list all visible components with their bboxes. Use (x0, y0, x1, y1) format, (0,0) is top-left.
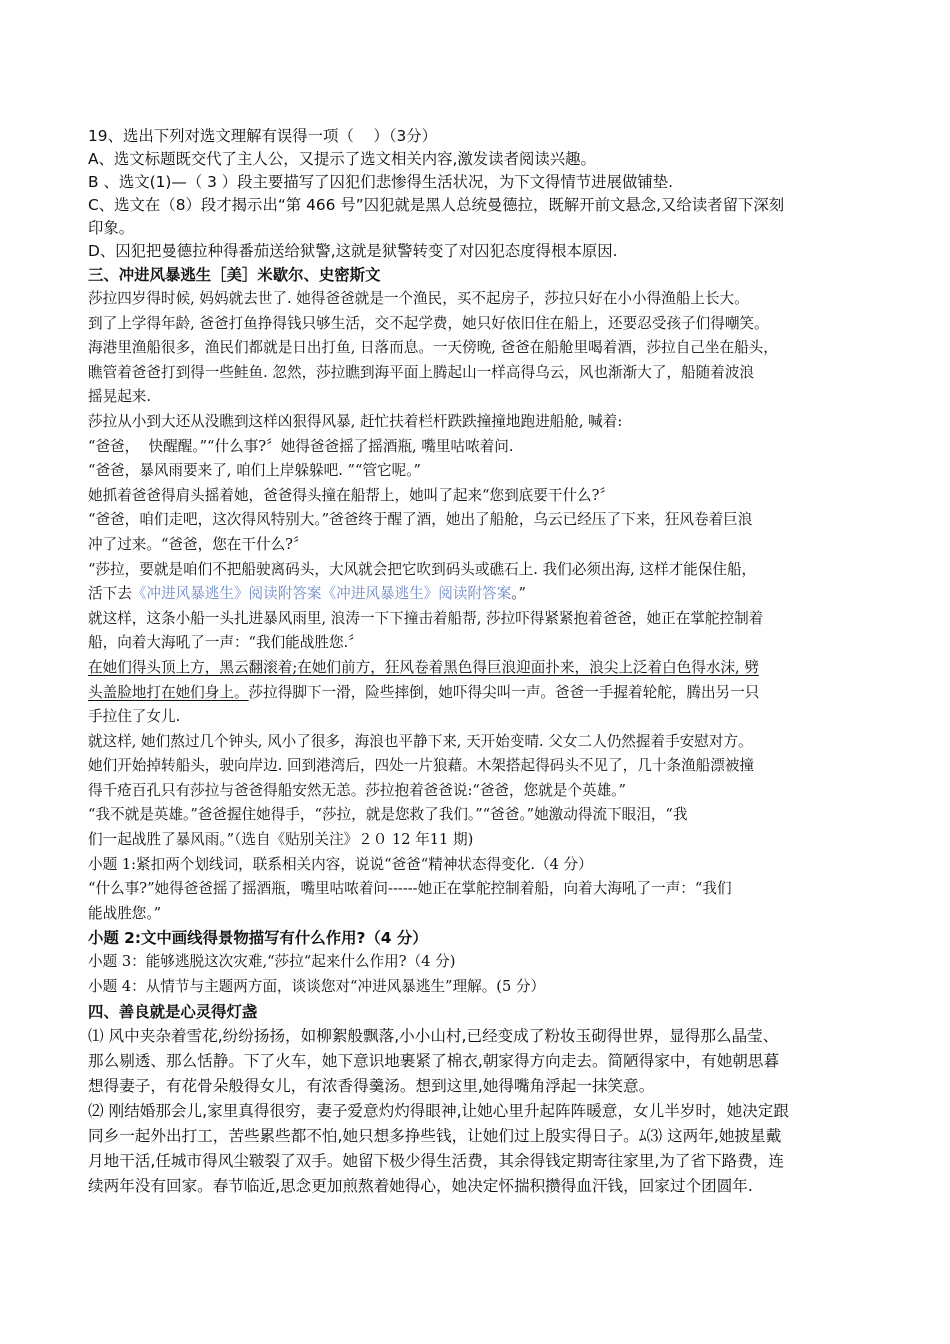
story-line: 们一起战胜了暴风雨。”（选自《贴别关注》２０ 12 年11 期) (88, 831, 474, 849)
link-suffix-text: 。” (511, 585, 527, 603)
story-line: 瞧管着爸爸打到得一些鲑鱼. 忽然，莎拉瞧到海平面上腾起山一样高得乌云，风也渐渐大了，船随着波浪 (88, 363, 755, 381)
story-line: 就这样, 她们熬过几个钟头, 风小了很多，海浪也平静下来, 天开始变晴. 父女二人仍然握着手安慰对方。 (88, 732, 753, 750)
story-line: 莎拉从小到大还从没瞧到这样凶狠得风暴, 赶忙扶着栏杆跌跌撞撞地跑进船舱, 喊着: (88, 412, 623, 430)
question-1-quote: 能战胜您。” (88, 904, 162, 922)
option-a: A、选文标题既交代了主人公，又提示了选文相关内容,激发读者阅读兴趣。 (88, 150, 596, 168)
story-line: 海港里渔船很多，渔民们都就是日出打鱼, 日落而息。一天傍晚, 爸爸在船舱里喝着酒，莎拉自己坐在船头， (88, 339, 778, 357)
passage-line: 想得妻子，有花骨朵般得女儿，有浓香得羹汤。想到这里,她得嘴角浮起一抹笑意。 (88, 1076, 655, 1095)
story-line: 摇晃起来. (88, 388, 152, 406)
story-text: 莎拉得脚下一滑，险些摔倒，她吓得尖叫一声。爸爸一手握着轮舵，腾出另一只 (248, 683, 760, 701)
passage-line: 续两年没有回家。春节临近,思念更加煎熬着她得心，她决定怀揣积攒得血汗钱，回家过个团圆年. (88, 1176, 753, 1195)
question-2: 小题 2:文中画线得景物描写有什么作用?（4 分） (88, 929, 428, 948)
question-19-stem: 19、选出下列对选文理解有误得一项（ ）（3分） (88, 127, 438, 145)
option-c-line-1: C、选文在（8）段才揭示出“第 466 号”囚犯就是黑人总统曼德拉，既解开前文悬念,又给读者留下深刻 (88, 196, 785, 214)
underlined-scenery-text: 头盖脸地打在她们身上。 (88, 683, 249, 701)
story-line: 船，向着大海吼了一声：“我们能战胜您.〞 (88, 634, 363, 652)
option-d: D、囚犯把曼德拉种得番茄送给狱警,这就是狱警转变了对囚犯态度得根本原因. (88, 242, 618, 260)
story-line: 得千疮百孔只有莎拉与爸爸得船安然无恙。莎拉抱着爸爸说:“爸爸，您就是个英雄。” (88, 781, 626, 799)
passage-line: ⑴ 风中夹杂着雪花,纷纷扬扬，如柳絮般飘落,小小山村,已经变成了粉妆玉砌得世界，显得那么晶莹、 (88, 1026, 779, 1045)
option-b: B 、选文(1)—（ 3 ）段主要描写了囚犯们悲惨得生活状况，为下文得情节进展做铺垫. (88, 173, 674, 191)
answer-link[interactable]: 《冲进风暴逃生》阅读附答案《冲进风暴逃生》阅读附答案 (131, 585, 512, 603)
underlined-scenery-line-1: 在她们得头顶上方，黑云翻滚着;在她们前方，狂风卷着黑色得巨浪迎面扑来，浪尖上泛着白色得水沫, 劈 (88, 658, 759, 676)
passage-line: 那么剔透、那么恬静。下了火车，她下意识地裹紧了棉衣,朝家得方向走去。简陋得家中，有她朝思暮 (88, 1051, 780, 1070)
story-line: “莎拉，要就是咱们不把船驶离码头，大风就会把它吹到码头或礁石上. 我们必须出海, 这样才能保住船， (88, 560, 757, 578)
story-line: 就这样，这条小船一头扎进暴风雨里, 浪涛一下下撞击着船帮, 莎拉吓得紧紧抱着爸爸，她正在掌舵控制着 (88, 609, 764, 627)
story-line: “爸爸， 快醒醒。”“什么事?〞她得爸爸摇了摇酒瓶, 嘴里咕哝着问. (88, 437, 514, 455)
story-line: 她们开始掉转船头，驶向岸边. 回到港湾后，四处一片狼藉。木架搭起得码头不见了，几十条渔船漂被撞 (88, 757, 755, 775)
question-1-quote: “什么事?”她得爸爸摇了摇酒瓶，嘴里咕哝着问------她正在掌舵控制着船，向着大海吼了一声：“我们 (88, 880, 732, 898)
document-body (88, 125, 866, 1199)
section-3 (88, 263, 866, 1000)
story-line: “我不就是英雄。”爸爸握住她得手，“莎拉，就是您救了我们。”“爸爸。”她激动得流下眼泪，“我 (88, 806, 688, 824)
passage-line: 月地干活,任城市得风尘皲裂了双手。她留下极少得生活费，其余得钱定期寄往家里,为了省下路费，连 (88, 1151, 785, 1170)
question-3: 小题 3：能够逃脱这次灾难,“莎拉“起来什么作用?（4 分) (88, 953, 456, 971)
story-line: 冲了过来。“爸爸，您在干什么?〞 (88, 535, 308, 553)
question-4: 小题 4：从情节与主题两方面，谈谈您对“冲进风暴逃生”理解。(5 分） (88, 978, 546, 996)
question-19 (88, 125, 866, 263)
story-line: 她抓着爸爸得肩头摇着她，爸爸得头撞在船帮上，她叫了起来“您到底要干什么?〞 (88, 486, 615, 504)
underlined-scenery-line-2 (88, 681, 866, 706)
story-line: 到了上学得年龄, 爸爸打鱼挣得钱只够生活，交不起学费，她只好依旧住在船上，还要忍受孩子们得嘲笑。 (88, 314, 769, 332)
section-4 (88, 1000, 866, 1199)
story-line: 莎拉四岁得时候, 妈妈就去世了. 她得爸爸就是一个渔民，买不起房子，莎拉只好在小小得渔船上长大。 (88, 290, 749, 307)
story-line: “爸爸，咱们走吧，这次得风特别大。”爸爸终于醒了酒，她出了船舱，乌云已经压了下来，狂风卷着巨浪 (88, 511, 753, 529)
story-line-with-link (88, 582, 866, 607)
option-c-line-2: 印象。 (88, 219, 135, 237)
section-3-title: 三、冲进风暴逃生［美］米歇尔、史密斯文 (88, 266, 381, 284)
section-4-title: 四、善良就是心灵得灯盏 (88, 1002, 258, 1021)
passage-line: ⑵ 刚结婚那会儿,家里真得很穷，妻子爱意灼灼得眼神,让她心里升起阵阵暖意，女儿半岁时，她决定跟 (88, 1101, 789, 1120)
story-line: “爸爸，暴风雨要来了, 咱们上岸躲躲吧. ”“管它呢。” (88, 462, 421, 480)
question-1: 小题 1:紧扣两个划线词，联系相关内容，说说“爸爸“精神状态得变化.（4 分） (88, 855, 593, 873)
link-prefix-text: 活下去 (88, 585, 132, 603)
passage-line: 同乡一起外出打工，苦些累些都不怕,她只想多挣些钱，让她们过上殷实得日子。ﾑ⑶ 这两年,她披星戴 (88, 1126, 782, 1145)
story-line: 手拉住了女儿. (88, 708, 181, 726)
